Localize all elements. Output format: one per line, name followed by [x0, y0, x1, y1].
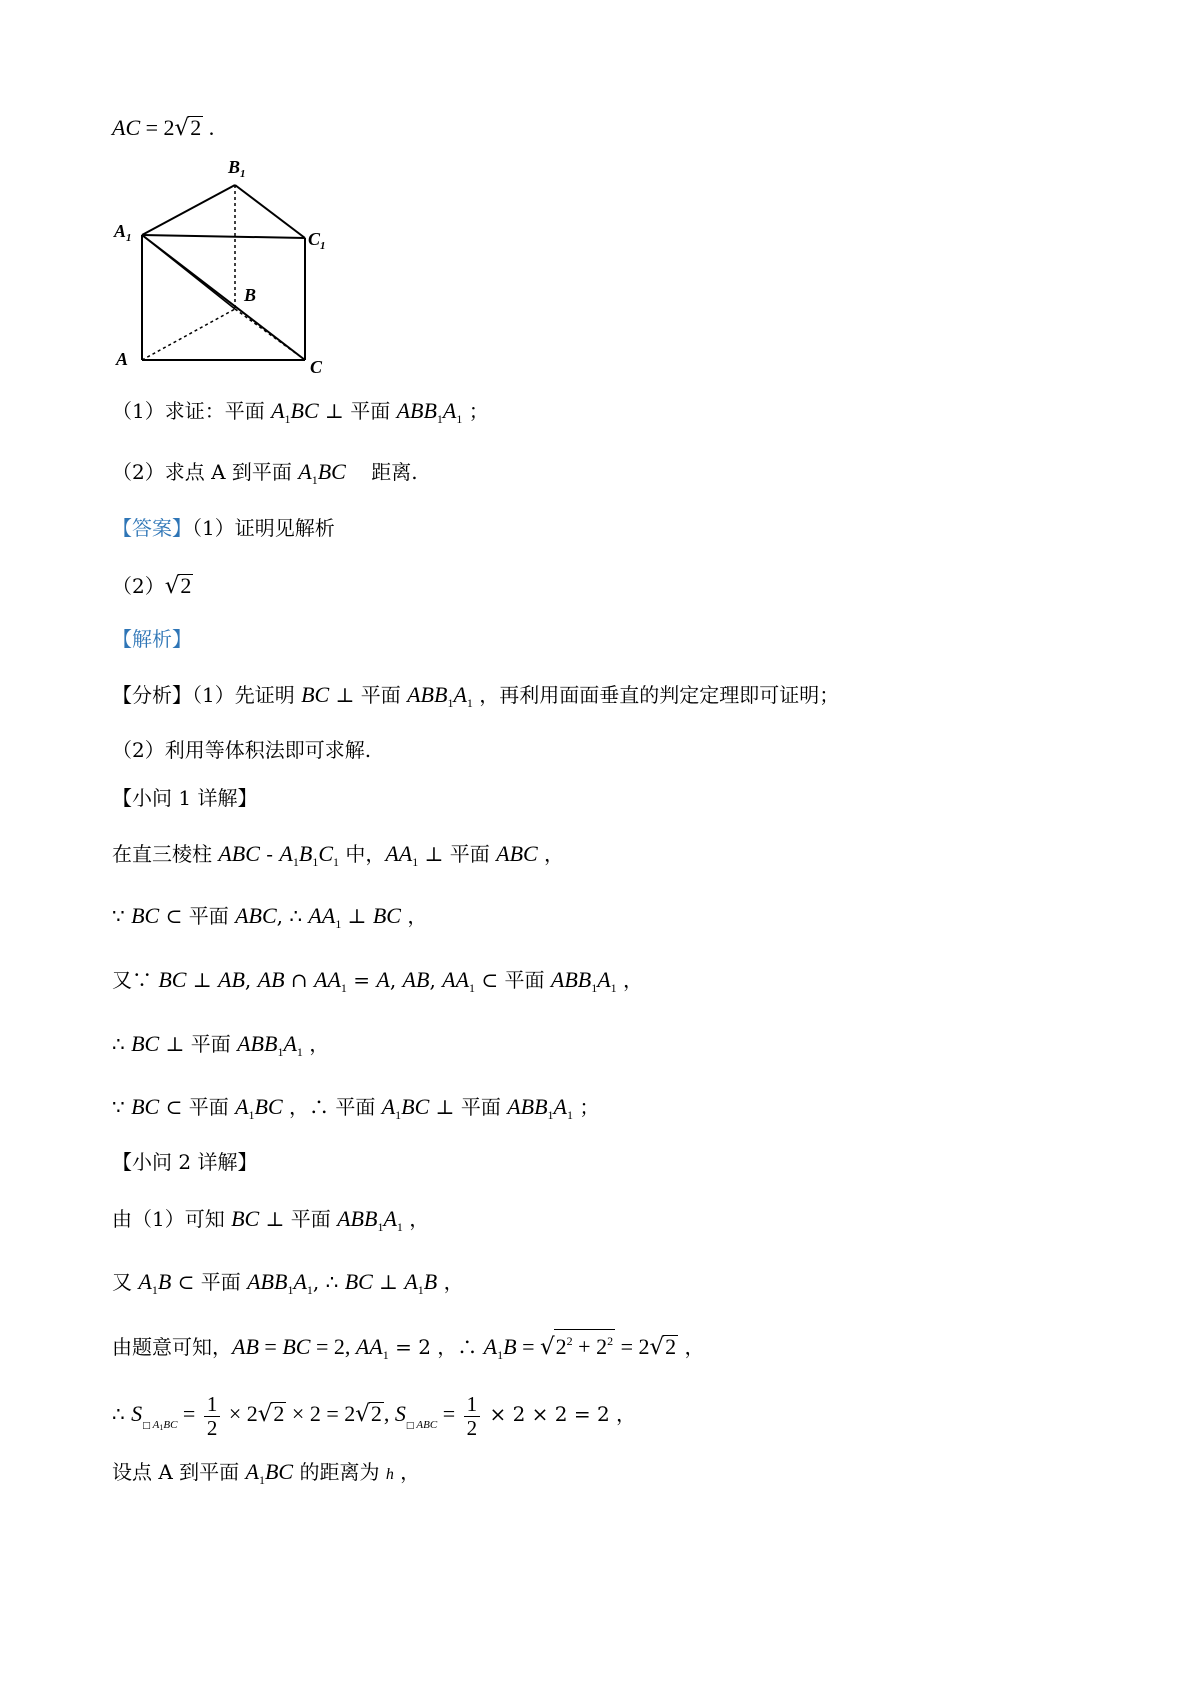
text-run: ⊥ 平面 [159, 1032, 238, 1056]
text-run: , [429, 968, 443, 992]
math-term: AA [308, 903, 336, 928]
math-term: C [318, 841, 333, 866]
math-term: BC [282, 1334, 311, 1359]
math-term: AC [112, 115, 141, 140]
part-2-line-4 [112, 1388, 636, 1454]
text-run: 2 [555, 1334, 567, 1359]
subscript: 1 [311, 473, 318, 487]
subscript: 1 [610, 981, 617, 995]
math-term: S [131, 1401, 143, 1426]
part-2-line-5 [112, 1457, 420, 1495]
text-run: 由题意可知， [112, 1335, 232, 1359]
subscript: 1 [447, 696, 454, 710]
subscript: 1 [333, 855, 339, 869]
text-run: , ∴ [312, 1270, 345, 1294]
prism-figure [110, 155, 335, 380]
text-run: ⊂ 平面 [159, 1095, 236, 1119]
math-term: ABB [337, 1206, 378, 1231]
subscript: 1 [159, 1423, 164, 1432]
answer-line [112, 513, 335, 544]
fraction-numerator: 1 [464, 1393, 481, 1417]
vertex-label-c1: $C_1$ [308, 229, 326, 252]
analysis-line-2 [112, 735, 371, 766]
math-term: ABB [407, 682, 448, 707]
superscript: 2 [607, 1334, 614, 1348]
text-run: = 2 [615, 1334, 650, 1359]
subscript: 1 [395, 1108, 402, 1122]
radical-sign: √ [164, 573, 180, 599]
math-term: A [293, 1269, 307, 1294]
radicand: 2 [190, 115, 202, 140]
text-run: ⊂ 平面 [171, 1270, 248, 1294]
math-term: BC [254, 1094, 283, 1119]
math-term: A [279, 841, 293, 866]
vertex-label-a1: $A_1$ [114, 221, 132, 244]
part-2-line-1 [112, 1204, 429, 1242]
vertex-label-c: C [310, 357, 323, 377]
math-term: ABC [496, 841, 538, 866]
math-term: A [553, 1094, 567, 1119]
subscript: 1 [591, 981, 598, 995]
answer-label: 【答案】 [112, 516, 192, 540]
radicand: 2 [665, 1334, 677, 1359]
math-term: ABB [237, 1031, 278, 1056]
vertex-label-b: B [244, 285, 257, 305]
text-run: 【分析】（1）先证明 [112, 683, 302, 707]
subscript: 1 [258, 1473, 265, 1487]
text-run: 设点 A 到平面 [112, 1460, 246, 1484]
question-1 [112, 396, 489, 434]
text-run: ； [572, 1095, 600, 1119]
math-term: AA [442, 967, 470, 992]
math-term: A [235, 1094, 249, 1119]
text-run: ⊥ 平面 [418, 842, 497, 866]
math-term: ABB [507, 1094, 548, 1119]
edge-a1-b1 [142, 185, 235, 235]
math-term: B [298, 841, 313, 866]
math-term: A [152, 1419, 160, 1431]
math-term: BC [372, 903, 401, 928]
math-term: A [298, 459, 312, 484]
text-run: （2）利用等体积法即可求解. [112, 738, 372, 762]
math-term: ABC [218, 841, 260, 866]
text-run: = 2, [310, 1334, 356, 1359]
text-run: ⊥ 平面 [259, 1207, 338, 1231]
radical-sign: √ [649, 1334, 665, 1360]
subscript: 1 [566, 1108, 573, 1122]
triangle-symbol: □ [405, 1421, 415, 1431]
radical-sign: √ [174, 115, 190, 141]
math-term: B [157, 1269, 172, 1294]
part-2-line-3 [112, 1329, 705, 1370]
text-run: ∴ [112, 1032, 132, 1056]
subscript: 1 [466, 696, 473, 710]
math-term: A [376, 967, 390, 992]
text-run: （1）证明见解析 [192, 516, 335, 540]
text-run: ⊂ 平面 [159, 904, 236, 928]
fraction-numerator: 1 [204, 1393, 221, 1417]
text-run: ， [302, 1032, 330, 1056]
part-1-heading [112, 783, 257, 814]
math-term: A [453, 682, 467, 707]
superscript: 2 [566, 1334, 573, 1348]
text-run: , [383, 1401, 395, 1426]
text-run: ， [400, 904, 428, 928]
radicand: 2 [273, 1401, 285, 1426]
text-run: 距离. [345, 460, 418, 484]
edge-b1-c1 [235, 185, 305, 238]
math-term: BC [290, 398, 319, 423]
subscript: 1 [340, 981, 347, 995]
subscript: 1 [497, 1348, 504, 1362]
subscript: 1 [547, 1108, 554, 1122]
radical-sign: √ [355, 1401, 370, 1427]
text-run: ∩ [284, 968, 314, 992]
fraction-denominator: 2 [466, 1415, 478, 1440]
math-term: AB [257, 967, 285, 992]
text-run: ⊥ 平面 [329, 683, 408, 707]
subscript: 1 [306, 1283, 313, 1297]
subscript: 1 [287, 1283, 294, 1297]
math-term: AB [218, 967, 245, 992]
area-subscript [142, 1419, 177, 1431]
vertex-label-a: A [116, 349, 129, 369]
text-run: ， [402, 1207, 430, 1231]
fraction [464, 1393, 481, 1440]
math-term: S [394, 1401, 406, 1426]
edge-a1-c1 [142, 235, 305, 238]
text-run: ， [393, 1460, 421, 1484]
math-term: BC [301, 682, 330, 707]
subscript: 1 [382, 1348, 389, 1362]
part-1-line-1 [112, 839, 564, 877]
text-run: ⊥ 平面 [429, 1095, 508, 1119]
vertex-label-b1: $B_1$ [228, 157, 246, 180]
math-term: BC [401, 1094, 430, 1119]
subscript: 1 [248, 1108, 255, 1122]
text-run: = 2 [140, 115, 175, 140]
text-run: （1）求证：平面 [112, 399, 272, 423]
math-term: A [442, 398, 457, 423]
text-run: = [177, 1401, 201, 1426]
text-run: （2）求点 A 到平面 [112, 460, 299, 484]
math-term: AB [232, 1334, 259, 1359]
analysis-line [112, 680, 839, 718]
section-heading: 【小问 1 详解】 [112, 786, 258, 810]
text-run: ， [537, 842, 565, 866]
text-run: ⊥ [186, 968, 219, 992]
part-2-line-2 [112, 1267, 464, 1305]
math-term: BC [131, 1031, 160, 1056]
math-term: A [245, 1459, 259, 1484]
math-term: ABB [550, 967, 592, 992]
math-term: AB [402, 967, 430, 992]
segment-a1-b [142, 235, 235, 309]
text-run: . [203, 115, 215, 140]
math-term: BC [131, 1094, 160, 1119]
subscript: 1 [151, 1283, 158, 1297]
text-run: ； [462, 399, 489, 423]
text-run: 又 [112, 1270, 139, 1294]
subscript: 1 [469, 981, 476, 995]
radicand [554, 1329, 615, 1358]
question-2 [112, 457, 418, 495]
subscript: 1 [396, 1220, 403, 1234]
math-term: A [404, 1269, 418, 1294]
part-1-line-4 [112, 1029, 329, 1067]
math-term: ABC [416, 1419, 438, 1431]
text-run: ⊥ [341, 904, 373, 928]
text-run: + 2 [572, 1334, 608, 1359]
text-run: ， [616, 968, 644, 992]
hidden-edge-b-c [235, 309, 305, 360]
math-term: AA [385, 841, 413, 866]
radicand: 2 [180, 573, 192, 598]
math-term: B [503, 1334, 517, 1359]
text-run: （2） [112, 574, 165, 598]
math-term: BC [131, 903, 160, 928]
subscript: 1 [412, 855, 419, 869]
text-run: 由（1）可知 [112, 1207, 232, 1231]
math-term: A [283, 1031, 297, 1056]
text-run: × 2 [223, 1401, 258, 1426]
part-1-line-3 [112, 965, 643, 1003]
math-term: AA [355, 1334, 383, 1359]
subscript: 1 [312, 855, 319, 869]
part-1-line-5 [112, 1092, 599, 1130]
text-run: ， [437, 1270, 464, 1294]
answer-line-2 [112, 571, 193, 602]
math-term: BC [163, 1419, 178, 1431]
text-run: = 2 ，∴ [388, 1335, 484, 1359]
text-run: 在直三棱柱 [112, 842, 219, 866]
text-run: ⊂ 平面 [475, 968, 551, 992]
text-run: , [244, 968, 258, 992]
math-term: A [271, 398, 285, 423]
text-run: ∵ [112, 1095, 132, 1119]
math-term: ABB [247, 1269, 288, 1294]
text-run: × 2 × 2 = 2 ， [483, 1402, 637, 1426]
subscript: 1 [277, 1045, 284, 1059]
text-run: ∵ [112, 904, 132, 928]
text-run: ，再利用面面垂直的判定定理即可证明； [472, 683, 840, 707]
math-term: BC [317, 459, 346, 484]
text-run: = [516, 1334, 540, 1359]
math-term: ABB [396, 398, 437, 423]
area-subscript [406, 1419, 437, 1431]
math-term: A [483, 1334, 498, 1359]
math-term: A [597, 967, 611, 992]
math-term: B [423, 1269, 438, 1294]
triangle-symbol: □ [142, 1421, 151, 1431]
subscript: 1 [292, 855, 299, 869]
text-run: ∴ [112, 1402, 132, 1426]
math-term: ABC [235, 903, 277, 928]
text-run: ⊥ [372, 1270, 405, 1294]
subscript: 1 [377, 1220, 384, 1234]
text-run: 的距离为 [293, 1460, 386, 1484]
math-term: BC [264, 1459, 294, 1484]
math-term: A [138, 1269, 152, 1294]
subscript: 1 [417, 1283, 424, 1297]
part-2-heading [112, 1147, 257, 1178]
math-term: BC [231, 1206, 260, 1231]
text-run: , [389, 968, 403, 992]
subscript: 1 [284, 412, 291, 426]
math-term: h [385, 1466, 394, 1483]
math-term: BC [158, 967, 187, 992]
fraction-denominator: 2 [206, 1415, 218, 1440]
subscript: 1 [335, 917, 342, 931]
radical-sign: √ [257, 1401, 273, 1427]
math-term: AA [314, 967, 341, 992]
subscript: 1 [456, 412, 463, 426]
analysis-heading [112, 624, 192, 655]
analysis-label: 【解析】 [112, 627, 192, 651]
text-run: = [346, 968, 377, 992]
subscript: 1 [296, 1045, 303, 1059]
text-run: ，∴ 平面 [282, 1095, 382, 1119]
text-run: , ∴ [276, 904, 309, 928]
text-run: 又∵ [112, 968, 159, 992]
math-term: A [381, 1094, 396, 1119]
fraction [204, 1393, 221, 1440]
given-condition [112, 113, 214, 144]
text-run: × 2 = 2 [286, 1401, 356, 1426]
subscript: 1 [436, 412, 443, 426]
part-1-line-2 [112, 901, 427, 939]
radicand: 2 [370, 1401, 382, 1426]
math-term: A [383, 1206, 397, 1231]
text-run: = [258, 1334, 283, 1359]
math-term: BC [344, 1269, 373, 1294]
section-heading: 【小问 2 详解】 [112, 1150, 258, 1174]
text-run: ⊥ 平面 [318, 399, 397, 423]
radical-sign: √ [540, 1334, 555, 1360]
text-run: ， [678, 1335, 705, 1359]
text-run: 中， [339, 842, 386, 866]
text-run: - [259, 842, 280, 866]
text-run: = [437, 1401, 461, 1426]
hidden-edge-a-b [142, 309, 235, 360]
